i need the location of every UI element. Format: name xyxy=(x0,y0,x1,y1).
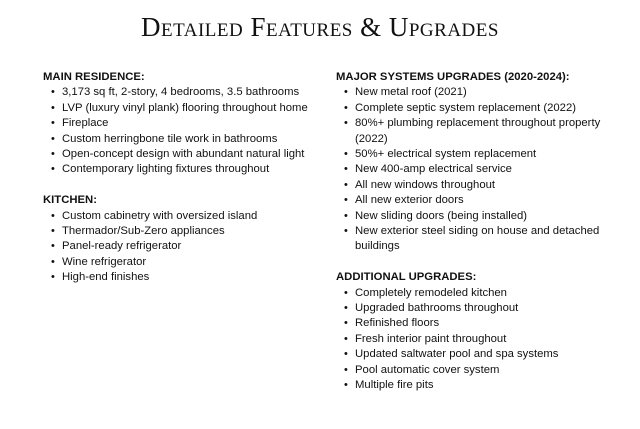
list-item xyxy=(336,178,608,193)
list-item-text: 3,173 sq ft, 2-story, 4 bedrooms, 3.5 bathrooms xyxy=(62,86,300,99)
list-item xyxy=(336,147,608,162)
list-item-text: New metal roof (2021) xyxy=(355,86,467,99)
bullet-icon: • xyxy=(344,348,348,361)
list-item xyxy=(43,101,318,116)
bullet-icon: • xyxy=(344,363,348,376)
bullet-icon: • xyxy=(51,101,55,114)
list-item-text: Panel-ready refrigerator xyxy=(62,240,182,253)
list-item-text: Upgraded bathrooms throughout xyxy=(355,302,519,315)
bullet-icon: • xyxy=(51,225,55,238)
bullet-icon: • xyxy=(51,209,55,222)
list-item xyxy=(43,270,318,285)
list-item xyxy=(43,116,318,131)
list-item-text: Thermador/Sub-Zero appliances xyxy=(62,225,225,238)
feature-list xyxy=(336,286,608,394)
feature-list xyxy=(43,85,318,177)
list-item-text: All new exterior doors xyxy=(355,194,464,207)
list-item xyxy=(336,363,608,378)
major-systems-section xyxy=(336,70,608,255)
left-column xyxy=(43,70,318,301)
list-item-text: Pool automatic cover system xyxy=(355,363,500,376)
bullet-icon: • xyxy=(344,302,348,315)
bullet-icon: • xyxy=(51,148,55,161)
list-item xyxy=(336,162,608,177)
list-item-text: Custom cabinetry with oversized island xyxy=(62,209,258,222)
list-item-text: New exterior steel siding on house and detached buildings xyxy=(355,225,600,253)
list-item-text: Updated saltwater pool and spa systems xyxy=(355,348,559,361)
section-heading: KITCHEN: xyxy=(43,194,97,207)
list-item-text: Fresh interior paint throughout xyxy=(355,332,507,345)
bullet-icon: • xyxy=(344,225,348,238)
list-item-text: High-end finishes xyxy=(62,271,150,284)
list-item xyxy=(336,193,608,208)
bullet-icon: • xyxy=(344,317,348,330)
list-item-text: Contemporary lighting fixtures throughout xyxy=(62,163,270,176)
page-title: Detailed Features & Upgrades xyxy=(141,12,499,42)
bullet-icon: • xyxy=(344,209,348,222)
bullet-icon: • xyxy=(51,255,55,268)
section-heading: ADDITIONAL UPGRADES: xyxy=(336,271,477,284)
list-item xyxy=(43,224,318,239)
list-item xyxy=(336,224,608,255)
additional-upgrades-section xyxy=(336,270,608,393)
list-item-text: New 400-amp electrical service xyxy=(355,163,512,176)
bullet-icon: • xyxy=(51,163,55,176)
list-item xyxy=(336,85,608,100)
section-heading: MAIN RESIDENCE: xyxy=(43,71,145,83)
bullet-icon: • xyxy=(51,132,55,145)
list-item xyxy=(336,101,608,116)
list-item xyxy=(336,286,608,301)
bullet-icon: • xyxy=(344,86,348,99)
list-item-text: Wine refrigerator xyxy=(62,255,147,268)
list-item xyxy=(43,147,318,162)
bullet-icon: • xyxy=(344,194,348,207)
right-column xyxy=(336,70,608,409)
list-item xyxy=(43,209,318,224)
list-item xyxy=(43,162,318,177)
list-item xyxy=(336,332,608,347)
list-item xyxy=(336,347,608,362)
list-item-text: Custom herringbone tile work in bathrooms xyxy=(62,132,278,145)
list-item-text: All new windows throughout xyxy=(355,178,496,191)
list-item xyxy=(43,255,318,270)
list-item-text: LVP (luxury vinyl plank) flooring throughout home xyxy=(62,101,308,114)
list-item-text: Open-concept design with abundant natural light xyxy=(62,148,305,161)
list-item xyxy=(336,316,608,331)
list-item xyxy=(336,378,608,393)
list-item xyxy=(336,301,608,316)
list-item-text: Multiple fire pits xyxy=(355,379,434,392)
list-item xyxy=(336,116,608,147)
list-item-text: 50%+ electrical system replacement xyxy=(355,148,537,161)
list-item xyxy=(336,209,608,224)
list-item xyxy=(43,239,318,254)
bullet-icon: • xyxy=(344,163,348,176)
section-heading: MAJOR SYSTEMS UPGRADES (2020-2024): xyxy=(336,71,570,83)
bullet-icon: • xyxy=(344,178,348,191)
list-item-text: Fireplace xyxy=(62,117,109,130)
bullet-icon: • xyxy=(344,148,348,161)
bullet-icon: • xyxy=(51,86,55,99)
main-residence-section xyxy=(43,70,318,178)
kitchen-section xyxy=(43,193,318,285)
bullet-icon: • xyxy=(51,271,55,284)
list-item-text: Refinished floors xyxy=(355,317,440,330)
bullet-icon: • xyxy=(344,332,348,345)
list-item-text: 80%+ plumbing replacement throughout property (2022) xyxy=(355,117,601,145)
bullet-icon: • xyxy=(51,117,55,130)
bullet-icon: • xyxy=(344,379,348,392)
list-item-text: Complete septic system replacement (2022) xyxy=(355,101,577,114)
bullet-icon: • xyxy=(344,286,348,299)
list-item xyxy=(43,132,318,147)
list-item-text: New sliding doors (being installed) xyxy=(355,209,528,222)
bullet-icon: • xyxy=(344,117,348,130)
feature-list xyxy=(336,85,608,254)
list-item-text: Completely remodeled kitchen xyxy=(355,286,507,299)
feature-list xyxy=(43,209,318,286)
bullet-icon: • xyxy=(344,101,348,114)
bullet-icon: • xyxy=(51,240,55,253)
list-item xyxy=(43,85,318,100)
